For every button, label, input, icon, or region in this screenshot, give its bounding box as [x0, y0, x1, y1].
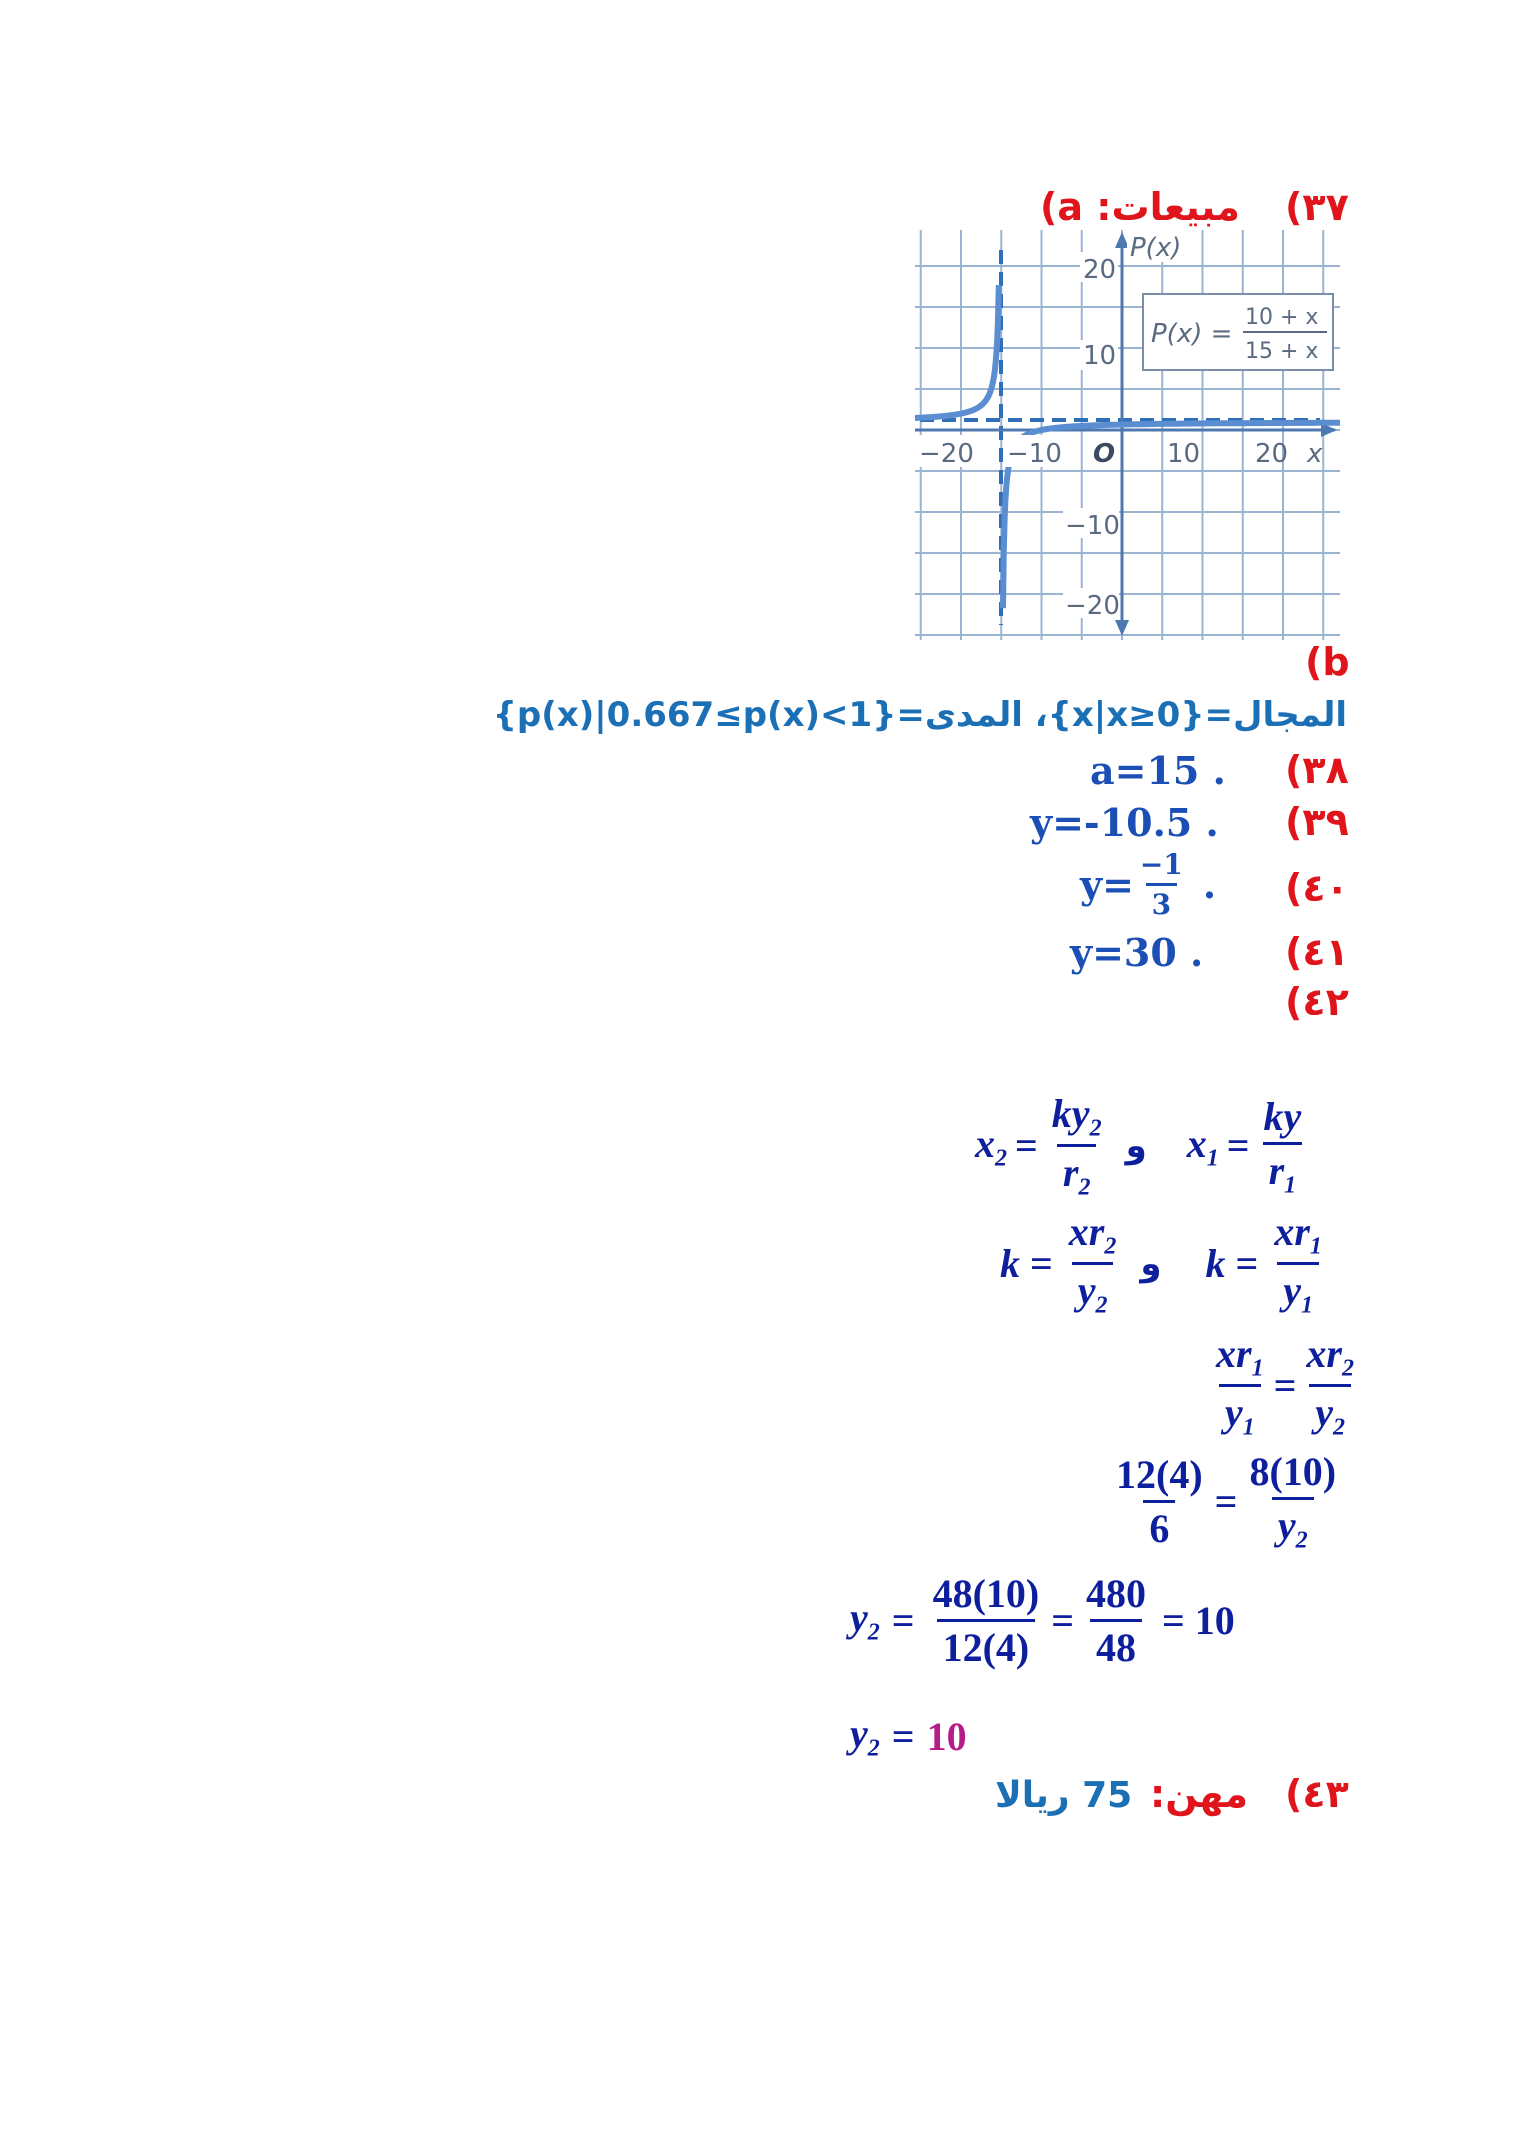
answer-40 [1080, 848, 1216, 921]
q42-conjunction-2: و [1140, 1243, 1162, 1284]
x-tick-neg10: −10 [1007, 439, 1062, 469]
domain-range-answer: المجال={x|x≥0}، المدى={p(x)|0.667≤p(x)<1} [492, 695, 1347, 735]
origin-label: O [1093, 439, 1116, 469]
q42-line2: k = $\frac{xr_2}{y_2}$ و k = $\frac{xr_1}{y_1}$ [1000, 1209, 1322, 1319]
answer-40-lhs: y= [1080, 862, 1134, 907]
x-tick-10: 10 [1167, 439, 1201, 469]
y-tick-10: 10 [1083, 341, 1117, 371]
question-38-number: (٣٨ [1285, 748, 1349, 792]
part-a-label: مبيعات: a) [1040, 185, 1240, 229]
question-37-number: (٣٧ [1285, 185, 1349, 229]
question-39-number: (٣٩ [1285, 800, 1349, 844]
answer-40-fraction [1134, 848, 1189, 921]
answer-40-numerator: −1 [1139, 848, 1183, 881]
x-tick-20: 20 [1255, 439, 1289, 469]
answer-40-dot: . [1202, 862, 1217, 907]
x-axis-label: x [1307, 439, 1323, 469]
q42-conjunction-1: و [1125, 1125, 1147, 1166]
q42-line1: $x_2$ = $\frac{ky_2}{r_2}$ و $x_1$ = $\frac{ky}{r_1}$ [975, 1091, 1302, 1201]
q42-final-value: 10 [926, 1713, 967, 1759]
question-41-number: (٤١ [1285, 930, 1349, 974]
y-tick-neg20: −20 [1065, 591, 1120, 621]
q42-line5: $y_2$ = $\frac{48(10)}{12(4)}$ = $\frac{480}{48}$ = 10 [850, 1571, 1235, 1670]
q42-line3: $\frac{xr_1}{y_1}$ = $\frac{xr_2}{y_2}$ [1216, 1331, 1354, 1441]
question-43-number: (٤٣ [1285, 1772, 1349, 1816]
q43-answer: 75 ريالا [995, 1775, 1133, 1816]
x-tick-neg20: −20 [919, 439, 974, 469]
formula-denominator: 15 + x [1245, 339, 1319, 364]
answer-39: y=-10.5 . [1030, 800, 1219, 845]
q42-line6: $y_2$ = 10 [850, 1711, 967, 1762]
q43-label: مهن: [1150, 1772, 1249, 1816]
y-tick-20: 20 [1083, 255, 1117, 285]
answer-38: a=15 . [1090, 748, 1226, 793]
formula-numerator: 10 + x [1245, 305, 1319, 330]
question-42-number: (٤٢ [1285, 980, 1349, 1024]
question-40-number: (٤٠ [1285, 866, 1349, 910]
rational-function-graph [915, 230, 1340, 640]
part-b-label: (b [1305, 640, 1350, 684]
answer-40-denominator: 3 [1146, 883, 1177, 921]
y-tick-neg10: −10 [1065, 511, 1120, 541]
y-axis-label: P(x) [1130, 233, 1182, 263]
formula-lhs: P(x) = [1151, 319, 1233, 349]
answer-41: y=30 . [1070, 930, 1204, 975]
q42-line4: $\frac{12(4)}{6}$ = $\frac{8(10)}{y_2}$ [1116, 1449, 1337, 1554]
